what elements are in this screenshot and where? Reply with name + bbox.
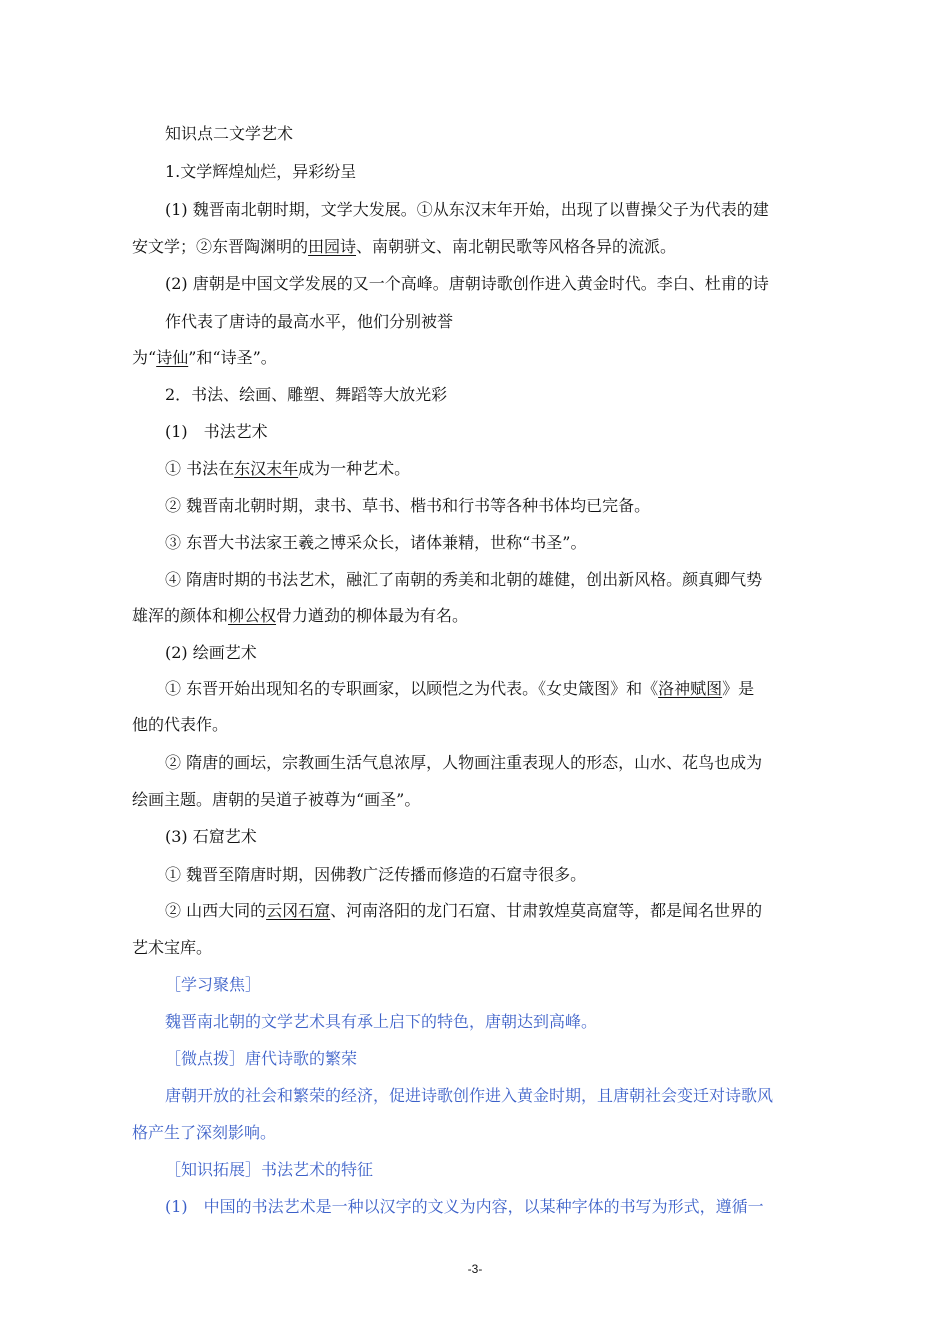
study-focus-text: 魏晋南北朝的文学艺术具有承上启下的特色，唐朝达到高峰。 — [165, 1012, 598, 1031]
underlined-term-donghan: 东汉末年 — [234, 459, 299, 478]
grotto-item-2-line-2: 艺术宝库。 — [132, 938, 213, 957]
text-segment: 成为一种艺术。 — [298, 459, 411, 478]
underlined-term-liugongquan: 柳公权 — [228, 606, 277, 625]
page-number: -3- — [467, 1262, 483, 1276]
painting-item-2-line-2: 绘画主题。唐朝的吴道子被尊为“画圣”。 — [132, 790, 421, 809]
underlined-term-luoshenfutu: 洛神赋图 — [658, 679, 723, 698]
underlined-term-shixian: 诗仙 — [156, 348, 189, 367]
calligraphy-item-4-line-1: ④ 隋唐时期的书法艺术，融汇了南朝的秀美和北朝的雄健，创出新风格。颜真卿气势 — [165, 570, 763, 589]
calligraphy-item-4-line-2 — [132, 605, 468, 627]
text-segment: ② 山西大同的 — [165, 901, 267, 920]
text-segment: 》是 — [722, 679, 755, 698]
subheading-painting: (2) 绘画艺术 — [165, 643, 257, 662]
heading-literature: 1.文学辉煌灿烂，异彩纷呈 — [165, 162, 357, 181]
painting-item-1-line-1 — [165, 678, 754, 700]
text-segment: ① 书法在 — [165, 459, 235, 478]
paragraph-literature-2-line-3 — [132, 347, 277, 369]
calligraphy-item-2: ② 魏晋南北朝时期，隶书、草书、楷书和行书等各种书体均已完备。 — [165, 496, 651, 515]
extension-tag: ［知识拓展］书法艺术的特征 — [165, 1160, 374, 1179]
tip-text-line-1: 唐朝开放的社会和繁荣的经济，促进诗歌创作进入黄金时期，且唐朝社会变迁对诗歌风 — [165, 1086, 774, 1105]
text-segment: 、南朝骈文、南北朝民歌等风格各异的流派。 — [356, 237, 677, 256]
text-segment: 雄浑的颜体和 — [132, 606, 229, 625]
paragraph-literature-1-line-1: (1) 魏晋南北朝时期，文学大发展。①从东汉末年开始，出现了以曹操父子为代表的建 — [165, 200, 769, 219]
painting-item-2-line-1: ② 隋唐的画坛，宗教画生活气息浓厚，人物画注重表现人的形态，山水、花鸟也成为 — [165, 753, 763, 772]
text-segment: 安文学；②东晋陶渊明的 — [132, 237, 309, 256]
paragraph-literature-1-line-2 — [132, 236, 676, 258]
grotto-item-2-line-1 — [165, 900, 762, 922]
text-segment: 骨力遒劲的柳体最为有名。 — [276, 606, 469, 625]
paragraph-literature-2-line-2: 作代表了唐诗的最高水平，他们分别被誉 — [165, 312, 454, 331]
heading-arts: 2．书法、绘画、雕塑、舞蹈等大放光彩 — [165, 385, 448, 404]
underlined-term-yungang: 云冈石窟 — [266, 901, 331, 920]
subheading-grotto: (3) 石窟艺术 — [165, 827, 257, 846]
section-title: 知识点二文学艺术 — [165, 124, 294, 143]
calligraphy-item-1 — [165, 458, 410, 480]
text-segment: 、河南洛阳的龙门石窟、甘肃敦煌莫高窟等，都是闻名世界的 — [330, 901, 763, 920]
calligraphy-item-3: ③ 东晋大书法家王羲之博采众长，诸体兼精，世称“书圣”。 — [165, 533, 587, 552]
paragraph-literature-2-line-1: (2) 唐朝是中国文学发展的又一个高峰。唐朝诗歌创作进入黄金时代。李白、杜甫的诗 — [165, 274, 769, 293]
tip-tag: ［微点拨］唐代诗歌的繁荣 — [165, 1049, 358, 1068]
painting-item-1-line-2: 他的代表作。 — [132, 715, 229, 734]
underlined-term-tianyuanshi: 田园诗 — [308, 237, 357, 256]
grotto-item-1: ① 魏晋至隋唐时期，因佛教广泛传播而修造的石窟寺很多。 — [165, 865, 587, 884]
text-segment: ”和“诗圣”。 — [188, 348, 277, 367]
subheading-calligraphy: (1) 书法艺术 — [165, 422, 268, 441]
tip-text-line-2: 格产生了深刻影响。 — [132, 1123, 277, 1142]
text-segment: ① 东晋开始出现知名的专职画家，以顾恺之为代表。《女史箴图》和《 — [165, 679, 659, 698]
text-segment: 为“ — [132, 348, 157, 367]
study-focus-tag: ［学习聚焦］ — [165, 975, 262, 994]
extension-text-line-1: (1) 中国的书法艺术是一种以汉字的文义为内容，以某种字体的书写为形式，遵循一 — [165, 1197, 764, 1216]
